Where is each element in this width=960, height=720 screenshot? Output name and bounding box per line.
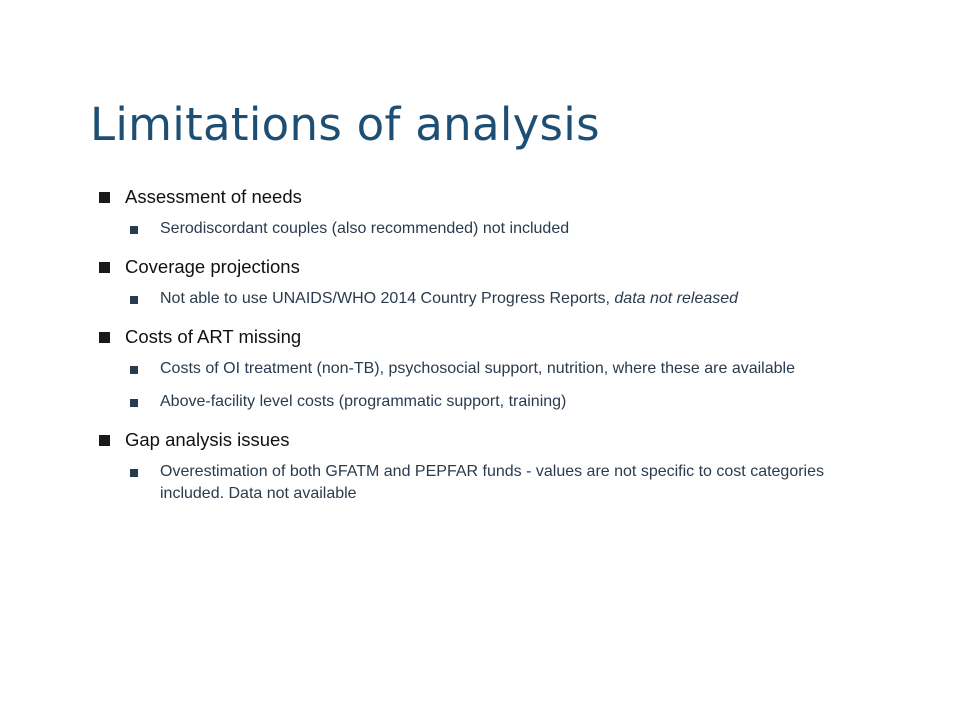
section-heading-text: Costs of ART missing — [125, 326, 302, 347]
square-bullet-icon — [130, 296, 138, 304]
section-heading — [97, 427, 837, 453]
square-bullet-icon — [99, 435, 110, 446]
sub-bullet-text: Above-facility level costs (programmatic support, training) — [160, 393, 567, 410]
sub-bullet-item — [97, 461, 837, 505]
sub-bullet-text: Costs of OI treatment (non-TB), psychosocial support, nutrition, where these are available — [160, 360, 795, 377]
section-heading-text: Gap analysis issues — [125, 429, 290, 450]
square-bullet-icon — [130, 366, 138, 374]
sub-bullet-text: Not able to use UNAIDS/WHO 2014 Country Progress Reports, — [160, 290, 615, 307]
square-bullet-icon — [99, 332, 110, 343]
section-heading — [97, 184, 837, 210]
square-bullet-icon — [99, 262, 110, 273]
section-heading-text: Coverage projections — [125, 256, 300, 277]
sub-bullet-item — [97, 391, 837, 413]
bullet-list — [97, 184, 837, 519]
sub-bullet-item — [97, 218, 837, 240]
sub-bullet-text: Serodiscordant couples (also recommended) not included — [160, 220, 570, 237]
section-assessment-of-needs — [97, 184, 837, 240]
sub-bullet-item — [97, 288, 837, 310]
sub-bullet-text: Overestimation of both GFATM and PEPFAR funds - values are not specific to cost categories included. Data not available — [160, 463, 825, 502]
square-bullet-icon — [130, 399, 138, 407]
sub-bullet-italic: data not released — [614, 290, 739, 307]
section-gap-analysis-issues — [97, 427, 837, 505]
section-coverage-projections — [97, 254, 837, 310]
section-heading — [97, 254, 837, 280]
section-heading-text: Assessment of needs — [125, 186, 302, 207]
square-bullet-icon — [130, 469, 138, 477]
section-costs-of-art-missing — [97, 324, 837, 413]
section-heading — [97, 324, 837, 350]
square-bullet-icon — [99, 192, 110, 203]
sub-bullet-item — [97, 358, 837, 380]
slide-title: Limitations of analysis — [90, 98, 600, 151]
square-bullet-icon — [130, 226, 138, 234]
